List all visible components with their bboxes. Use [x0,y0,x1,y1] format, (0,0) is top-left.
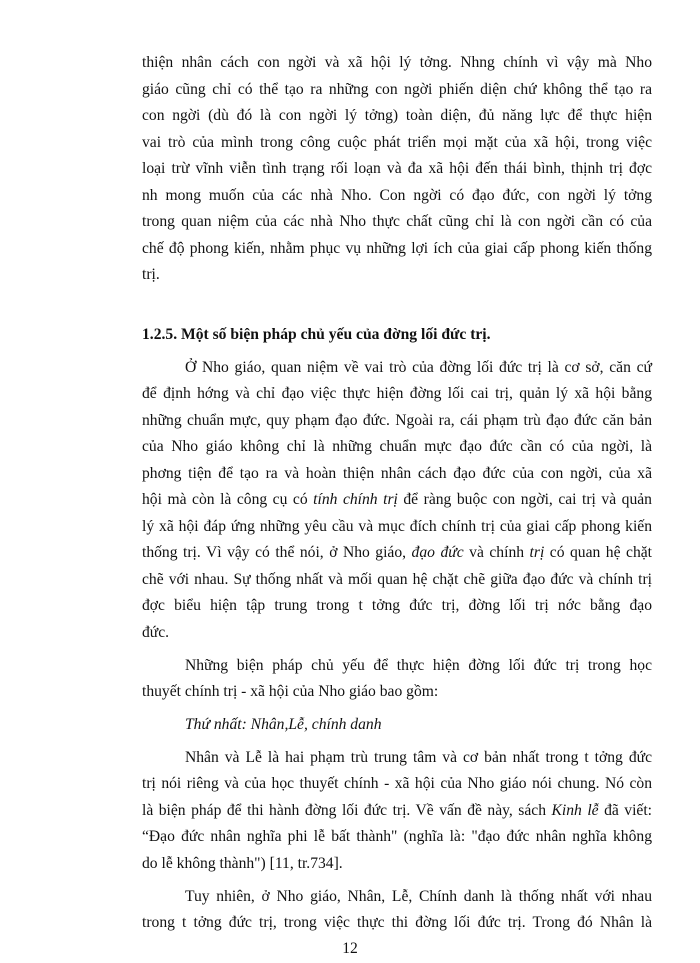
italic-term: trị [529,544,545,561]
paragraph-1-line-1: thiện nhân cách con ngời và xã hội lý tởng. Nhng chính vì vậy mà Nho [142,54,652,71]
paragraph-2-line-11: đức. [142,624,170,641]
italic-term: Kinh lễ [551,802,599,819]
paragraph-2-line-2: để định hớng và chỉ đạo việc thực hiện đờng lối cai trị, quản lý xã hội bằng [142,385,652,402]
paragraph-2-line-10: đợc biểu hiện tập trung trong t tởng đức trị, đờng lối trị nớc bằng đạo [142,597,652,614]
paragraph-2-line-5: phơng tiện để tạo ra và hoàn thiện nhân cách đạo đức của con ngời, của xã [142,465,652,482]
paragraph-2-line-8 [142,540,652,567]
paragraph-5-line-2: trong t tởng đức trị, trong việc thực thi đờng lối đức trị. Trong đó Nhân là [142,914,652,931]
section-heading: 1.2.5. Một số biện pháp chủ yếu của đờng lối đức trị. [142,326,491,343]
paragraph-1-line-6: nh mong muốn của các nhà Nho. Con ngời có đạo đức, con ngời lý tởng [142,187,652,204]
subheading: Thứ nhất: Nhân,Lễ, chính danh [185,716,382,733]
text-run: và chính [463,544,530,561]
paragraph-2-line-6 [142,487,652,514]
paragraph-1-line-3: con ngời (dù đó là con ngời lý tởng) toàn diện, đủ năng lực để thực hiện [142,107,652,124]
paragraph-2-line-3: những chuẩn mực, quy phạm đạo đức. Ngoài ra, cái phạm trù đạo đức căn bản [142,412,652,429]
paragraph-1-line-5: loại trừ vĩnh viễn tình trạng rối loạn và đa xã hội đến thái bình, thịnh trị đợc [142,160,652,177]
paragraph-1-line-8: chế độ phong kiến, nhằm phục vụ những lợi ích của giai cấp phong kiến thống [142,240,652,257]
paragraph-4-line-3 [142,798,652,825]
paragraph-1-line-9: trị. [142,266,160,283]
italic-term: đạo đức [411,544,464,561]
paragraph-3-line-1: Những biện pháp chủ yếu để thực hiện đờng lối đức trị trong học [185,657,652,674]
paragraph-4-line-2: trị nói riêng và của học thuyết chính - xã hội của Nho giáo nói chung. Nó còn [142,775,652,792]
paragraph-1-line-2: giáo cũng chỉ có thể tạo ra những con ngời phiến diện chứ không thể tạo ra [142,81,652,98]
italic-term: tính chính trị [313,491,398,508]
paragraph-1-line-4: vai trò của mình trong công cuộc phát triển mọi mặt của xã hội, trong việc [142,134,652,151]
paragraph-4-line-1: Nhân và Lễ là hai phạm trù trung tâm và cơ bản nhất trong t tởng đức [185,749,652,766]
paragraph-3-line-2: thuyết chính trị - xã hội của Nho giáo bao gồm: [142,683,439,700]
text-run: hội mà còn là công cụ có [142,491,314,508]
paragraph-1-line-7: trong quan niệm của các nhà Nho thực chất cũng chỉ là con ngời cần có của [142,213,652,230]
text-run: đã viết: [598,802,653,819]
paragraph-2-line-4: của Nho giáo không chỉ là những chuẩn mực đạo đức cần có của ngời, là [142,438,652,455]
page-number: 12 [342,940,358,957]
paragraph-4-line-4: “Đạo đức nhân nghĩa phi lễ bất thành" (nghĩa là: "đạo đức nhân nghĩa không [142,828,652,845]
text-run: thống trị. Vì vậy có thể nói, ở Nho giáo, [142,544,412,561]
text-run: là biện pháp để thi hành đờng lối đức trị. Về vấn đề này, sách [142,802,552,819]
paragraph-2-line-1: Ở Nho giáo, quan niệm về vai trò của đờng lối đức trị là cơ sở, căn cứ [185,359,652,376]
paragraph-2-line-9: chẽ với nhau. Sự thống nhất và mối quan hệ chặt chẽ giữa đạo đức và chính trị [142,571,652,588]
paragraph-2-line-7: lý xã hội đáp ứng những yêu cầu và mục đích chính trị của giai cấp phong kiến [142,518,652,535]
text-run: có quan hệ chặt [544,544,653,561]
paragraph-5-line-1: Tuy nhiên, ở Nho giáo, Nhân, Lễ, Chính danh là thống nhất với nhau [185,888,652,905]
text-run: để ràng buộc con ngời, cai trị và quản [397,491,652,508]
paragraph-4-line-5: do lễ không thành") [11, tr.734]. [142,855,343,872]
